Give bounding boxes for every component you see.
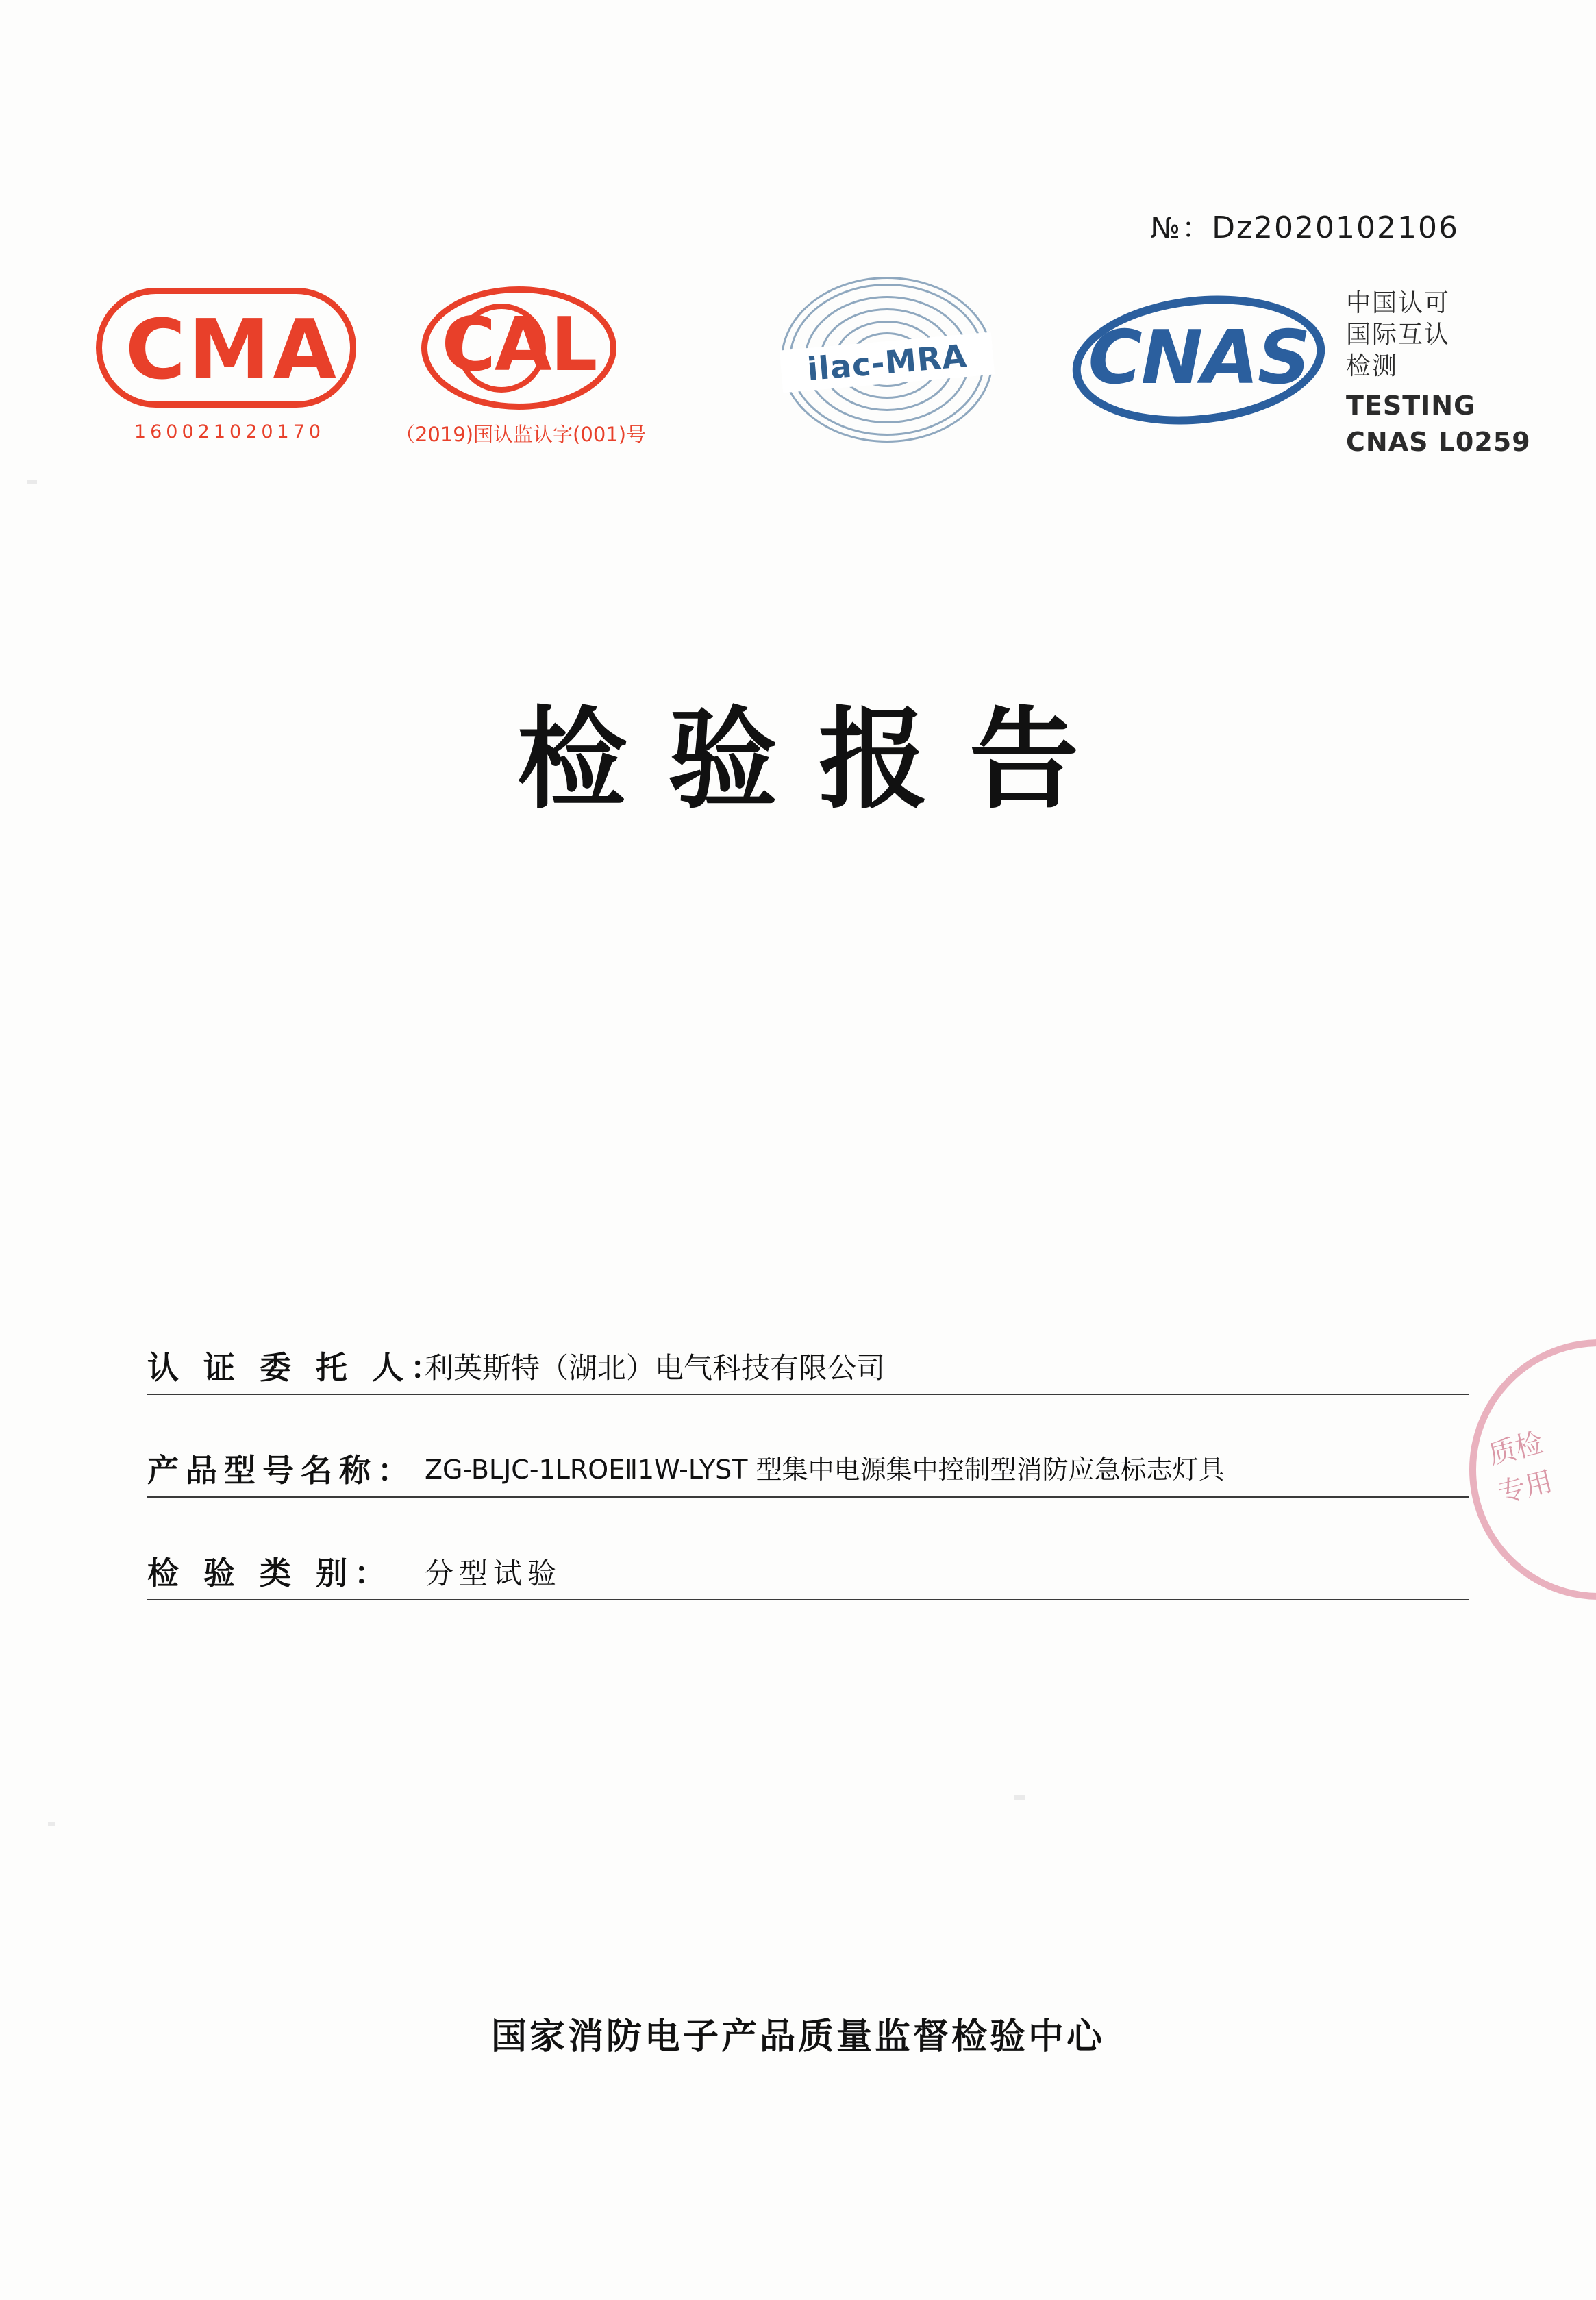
issuing-organization: 国家消防电子产品质量监督检验中心 xyxy=(490,2016,1105,2057)
field-label-product-model: 产品型号名称： xyxy=(147,1452,416,1489)
cal-logo-text: CAL xyxy=(441,302,597,388)
cnas-logo-text: CNAS xyxy=(1088,315,1310,401)
seal-line-2: 专用 xyxy=(1495,1466,1556,1510)
scan-speck xyxy=(1014,1795,1025,1800)
page-title: 检验报告 xyxy=(516,695,1120,824)
scan-speck xyxy=(48,1822,55,1826)
report-number-label: №： xyxy=(1150,211,1212,245)
cnas-line-4: TESTING xyxy=(1346,391,1476,421)
field-label-inspection-type: 检 验 类 别： xyxy=(147,1555,393,1592)
report-number-value: Dz2020102106 xyxy=(1212,210,1459,245)
field-value-client: 利英斯特（湖北）电气科技有限公司 xyxy=(425,1351,886,1385)
scan-speck xyxy=(27,480,37,484)
cnas-line-2: 国际互认 xyxy=(1346,321,1451,349)
cal-logo-icon xyxy=(421,286,616,410)
cal-code: （2019)国认监认字(001)号 xyxy=(395,423,647,446)
field-row xyxy=(147,1446,1483,1548)
cnas-logo-icon xyxy=(1069,277,1329,442)
field-underline xyxy=(147,1496,1469,1498)
seal-line-1: 质检 xyxy=(1485,1426,1547,1471)
field-label-client: 认 证 委 托 人： xyxy=(147,1349,449,1386)
field-value-inspection-type: 分型试验 xyxy=(425,1557,562,1590)
report-fields xyxy=(147,1343,1483,1651)
field-value-product-model: ZG-BLJC-1LROEⅡ1W-LYST 型集中电源集中控制型消防应急标志灯具 xyxy=(425,1455,1225,1485)
field-underline xyxy=(147,1394,1469,1395)
field-underline xyxy=(147,1599,1469,1600)
ilac-mra-logo-icon xyxy=(781,274,993,445)
cma-logo-text: CMA xyxy=(125,303,340,398)
cnas-accreditation-info xyxy=(1346,288,1593,459)
report-number xyxy=(1150,206,1459,247)
field-row xyxy=(147,1548,1483,1651)
accreditation-logo-strip xyxy=(89,274,1531,500)
cma-code: 160021020170 xyxy=(134,421,325,443)
cnas-line-5: CNAS L0259 xyxy=(1346,427,1531,457)
cnas-line-3: 检测 xyxy=(1346,352,1399,380)
cma-logo-icon xyxy=(96,288,356,408)
ilac-mra-text: ilac-MRA xyxy=(780,332,995,393)
cnas-line-1: 中国认可 xyxy=(1346,289,1451,317)
field-row xyxy=(147,1343,1483,1446)
